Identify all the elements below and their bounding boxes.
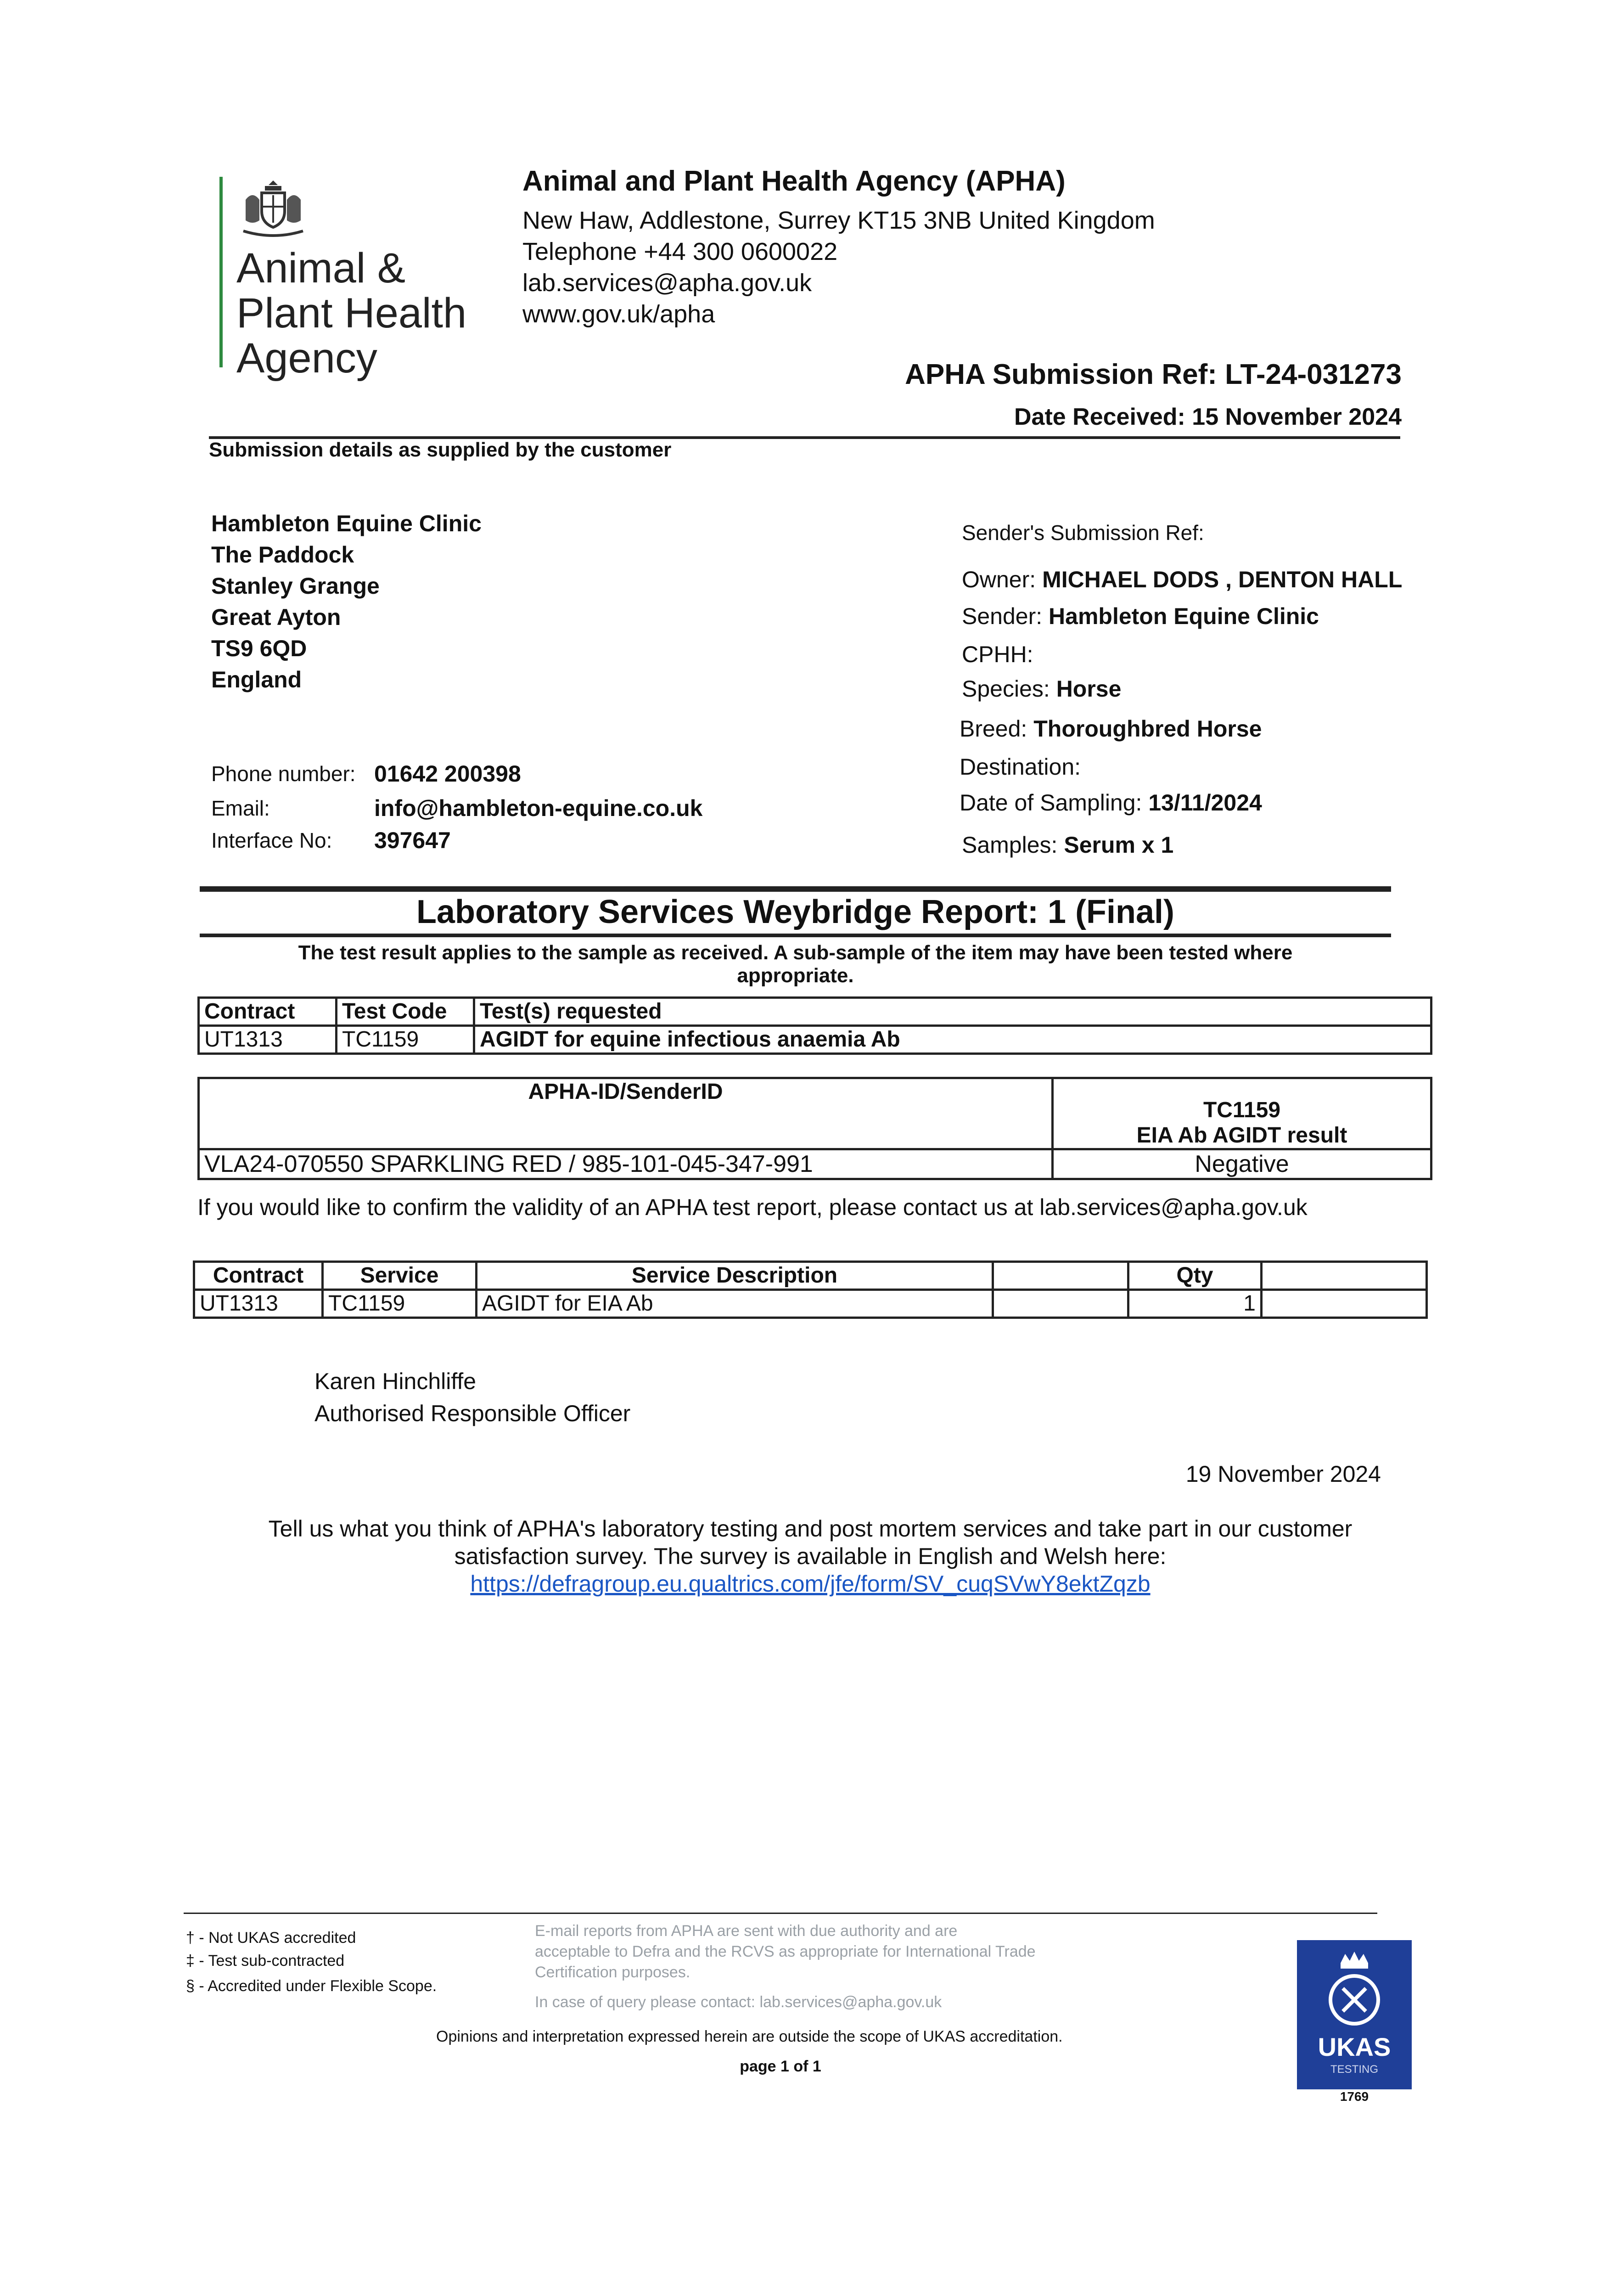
species-label: Species:	[962, 676, 1050, 702]
query-note: In case of query please contact: lab.services@apha.gov.uk	[535, 1993, 942, 2011]
breed-label: Breed:	[960, 716, 1027, 742]
email-note-line-3: Certification purposes.	[535, 1964, 690, 1981]
test-header-code: TC1159	[1203, 1098, 1281, 1122]
owner-value: MICHAEL DODS , DENTON HALL	[1042, 567, 1403, 592]
customer-address-line: The Paddock	[211, 542, 354, 568]
email-label: Email:	[211, 796, 270, 820]
sample-details-row	[962, 831, 1173, 859]
ukas-word: UKAS	[1318, 2032, 1391, 2061]
result-cell: Negative	[1053, 1149, 1431, 1179]
survey-line-2: satisfaction survey. The survey is available in English and Welsh here:	[454, 1543, 1167, 1569]
report-bottom-rule	[200, 934, 1391, 937]
report-note-line-2: appropriate.	[737, 964, 854, 987]
table-header-row	[199, 998, 1431, 1026]
date-received: Date Received: 15 November 2024	[1014, 404, 1402, 430]
table-header-cell: APHA-ID/SenderID	[199, 1078, 1053, 1149]
report-top-rule	[200, 886, 1391, 892]
sample-details-row	[962, 675, 1121, 703]
table-header-cell: Test Code	[337, 998, 474, 1026]
table-cell: UT1313	[199, 1026, 337, 1054]
customer-address-line: Hambleton Equine Clinic	[211, 511, 482, 536]
customer-address-line: TS9 6QD	[211, 636, 307, 661]
table-header-cell: Service	[323, 1262, 477, 1290]
sender-value: Hambleton Equine Clinic	[1049, 603, 1319, 629]
customer-address-line: Stanley Grange	[211, 573, 380, 599]
service-table	[193, 1261, 1428, 1319]
org-email: lab.services@apha.gov.uk	[522, 269, 812, 297]
table-header-cell: Qty	[1128, 1262, 1262, 1290]
cphh-label: CPHH:	[962, 642, 1033, 667]
table-cell: TC1159	[323, 1290, 477, 1318]
sample-id-cell: VLA24-070550 SPARKLING RED / 985-101-045-347-991	[199, 1149, 1053, 1179]
table-header-cell	[993, 1262, 1128, 1290]
table-cell: AGIDT for equine infectious anaemia Ab	[474, 1026, 1431, 1054]
ukas-sub: TESTING	[1330, 2063, 1378, 2076]
org-website: www.gov.uk/apha	[522, 300, 715, 328]
ukas-badge	[1297, 1940, 1412, 2089]
royal-coat-of-arms-icon	[236, 177, 310, 239]
customer-address-line: Great Ayton	[211, 604, 341, 630]
legend-flexible-scope: § - Accredited under Flexible Scope.	[186, 1977, 437, 1995]
report-title: Laboratory Services Weybridge Report: 1 (Final)	[416, 894, 1175, 930]
signatory-role: Authorised Responsible Officer	[314, 1401, 631, 1426]
samples-label: Samples:	[962, 832, 1058, 858]
org-address: New Haw, Addlestone, Surrey KT15 3NB United Kingdom	[522, 207, 1155, 234]
legend-not-accredited: † - Not UKAS accredited	[186, 1929, 356, 1947]
logo-text-line-1: Animal &	[236, 245, 406, 292]
table-header-row	[199, 1078, 1431, 1149]
table-header-cell: Contract	[194, 1262, 323, 1290]
ukas-number: 1769	[1340, 2089, 1369, 2104]
table-row	[199, 1026, 1431, 1054]
ukas-crown-icon	[1318, 1949, 1391, 2027]
submission-ref: APHA Submission Ref: LT-24-031273	[905, 359, 1402, 390]
table-cell: 1	[1128, 1290, 1262, 1318]
destination-label: Destination:	[960, 754, 1081, 780]
table-cell	[1262, 1290, 1427, 1318]
survey-line-1: Tell us what you think of APHA's laboratory testing and post mortem services and take part in our customer	[268, 1516, 1353, 1542]
table-header-cell: Contract	[199, 998, 337, 1026]
table-cell: AGIDT for EIA Ab	[477, 1290, 993, 1318]
species-value: Horse	[1056, 676, 1122, 702]
section-title: Submission details as supplied by the customer	[209, 439, 672, 461]
table-row	[194, 1290, 1427, 1318]
customer-address-line: England	[211, 667, 302, 692]
logo-text-line-2: Plant Health	[236, 290, 467, 337]
logo-accent-bar	[219, 177, 223, 367]
table-header-cell: Service Description	[477, 1262, 993, 1290]
table-cell	[993, 1290, 1128, 1318]
email-note-line-1: E-mail reports from APHA are sent with due authority and are	[535, 1922, 958, 1940]
report-date: 19 November 2024	[1185, 1461, 1381, 1487]
report-note-line-1: The test result applies to the sample as received. A sub-sample of the item may have been tested where	[298, 941, 1293, 964]
survey-link[interactable]: https://defragroup.eu.qualtrics.com/jfe/form/SV_cuqSVwY8ektZqzb	[470, 1571, 1151, 1597]
table-cell: UT1313	[194, 1290, 323, 1318]
logo-text-line-3: Agency	[236, 335, 377, 382]
sender-label: Sender:	[962, 603, 1043, 629]
results-table	[197, 1077, 1432, 1180]
email-value: info@hambleton-equine.co.uk	[374, 795, 703, 821]
sample-details-row	[960, 789, 1262, 816]
table-header-cell	[1262, 1262, 1427, 1290]
email-note-line-2: acceptable to Defra and the RCVS as appropriate for International Trade	[535, 1943, 1036, 1960]
tests-requested-table	[197, 996, 1432, 1055]
page-number: page 1 of 1	[740, 2058, 821, 2075]
sampling-date-value: 13/11/2024	[1148, 790, 1262, 816]
table-cell: TC1159	[337, 1026, 474, 1054]
footer-divider	[184, 1913, 1377, 1914]
sample-details-row	[962, 602, 1319, 630]
validity-note: If you would like to confirm the validity of an APHA test report, please contact us at lab.services@apha.gov.uk	[197, 1194, 1308, 1220]
table-row	[199, 1149, 1431, 1179]
breed-value: Thoroughbred Horse	[1033, 716, 1262, 742]
sender-ref-label: Sender's Submission Ref:	[962, 521, 1204, 545]
signatory-name: Karen Hinchliffe	[314, 1368, 477, 1394]
sample-details-row	[960, 715, 1262, 743]
sample-details-row	[962, 566, 1402, 593]
samples-value: Serum x 1	[1064, 832, 1174, 858]
table-header-row	[194, 1262, 1427, 1290]
interface-value: 397647	[374, 827, 451, 853]
phone-label: Phone number:	[211, 762, 356, 786]
opinion-note: Opinions and interpretation expressed herein are outside the scope of UKAS accreditation.	[436, 2028, 1063, 2045]
results-test-header	[1053, 1078, 1431, 1149]
owner-label: Owner:	[962, 567, 1036, 592]
legend-sub-contracted: ‡ - Test sub-contracted	[186, 1952, 345, 1970]
org-name: Animal and Plant Health Agency (APHA)	[522, 165, 1066, 197]
sampling-date-label: Date of Sampling:	[960, 790, 1142, 816]
interface-label: Interface No:	[211, 828, 332, 852]
test-header-name: EIA Ab AGIDT result	[1136, 1123, 1347, 1148]
table-header-cell: Test(s) requested	[474, 998, 1431, 1026]
org-telephone: Telephone +44 300 0600022	[522, 238, 838, 265]
phone-value: 01642 200398	[374, 761, 521, 787]
